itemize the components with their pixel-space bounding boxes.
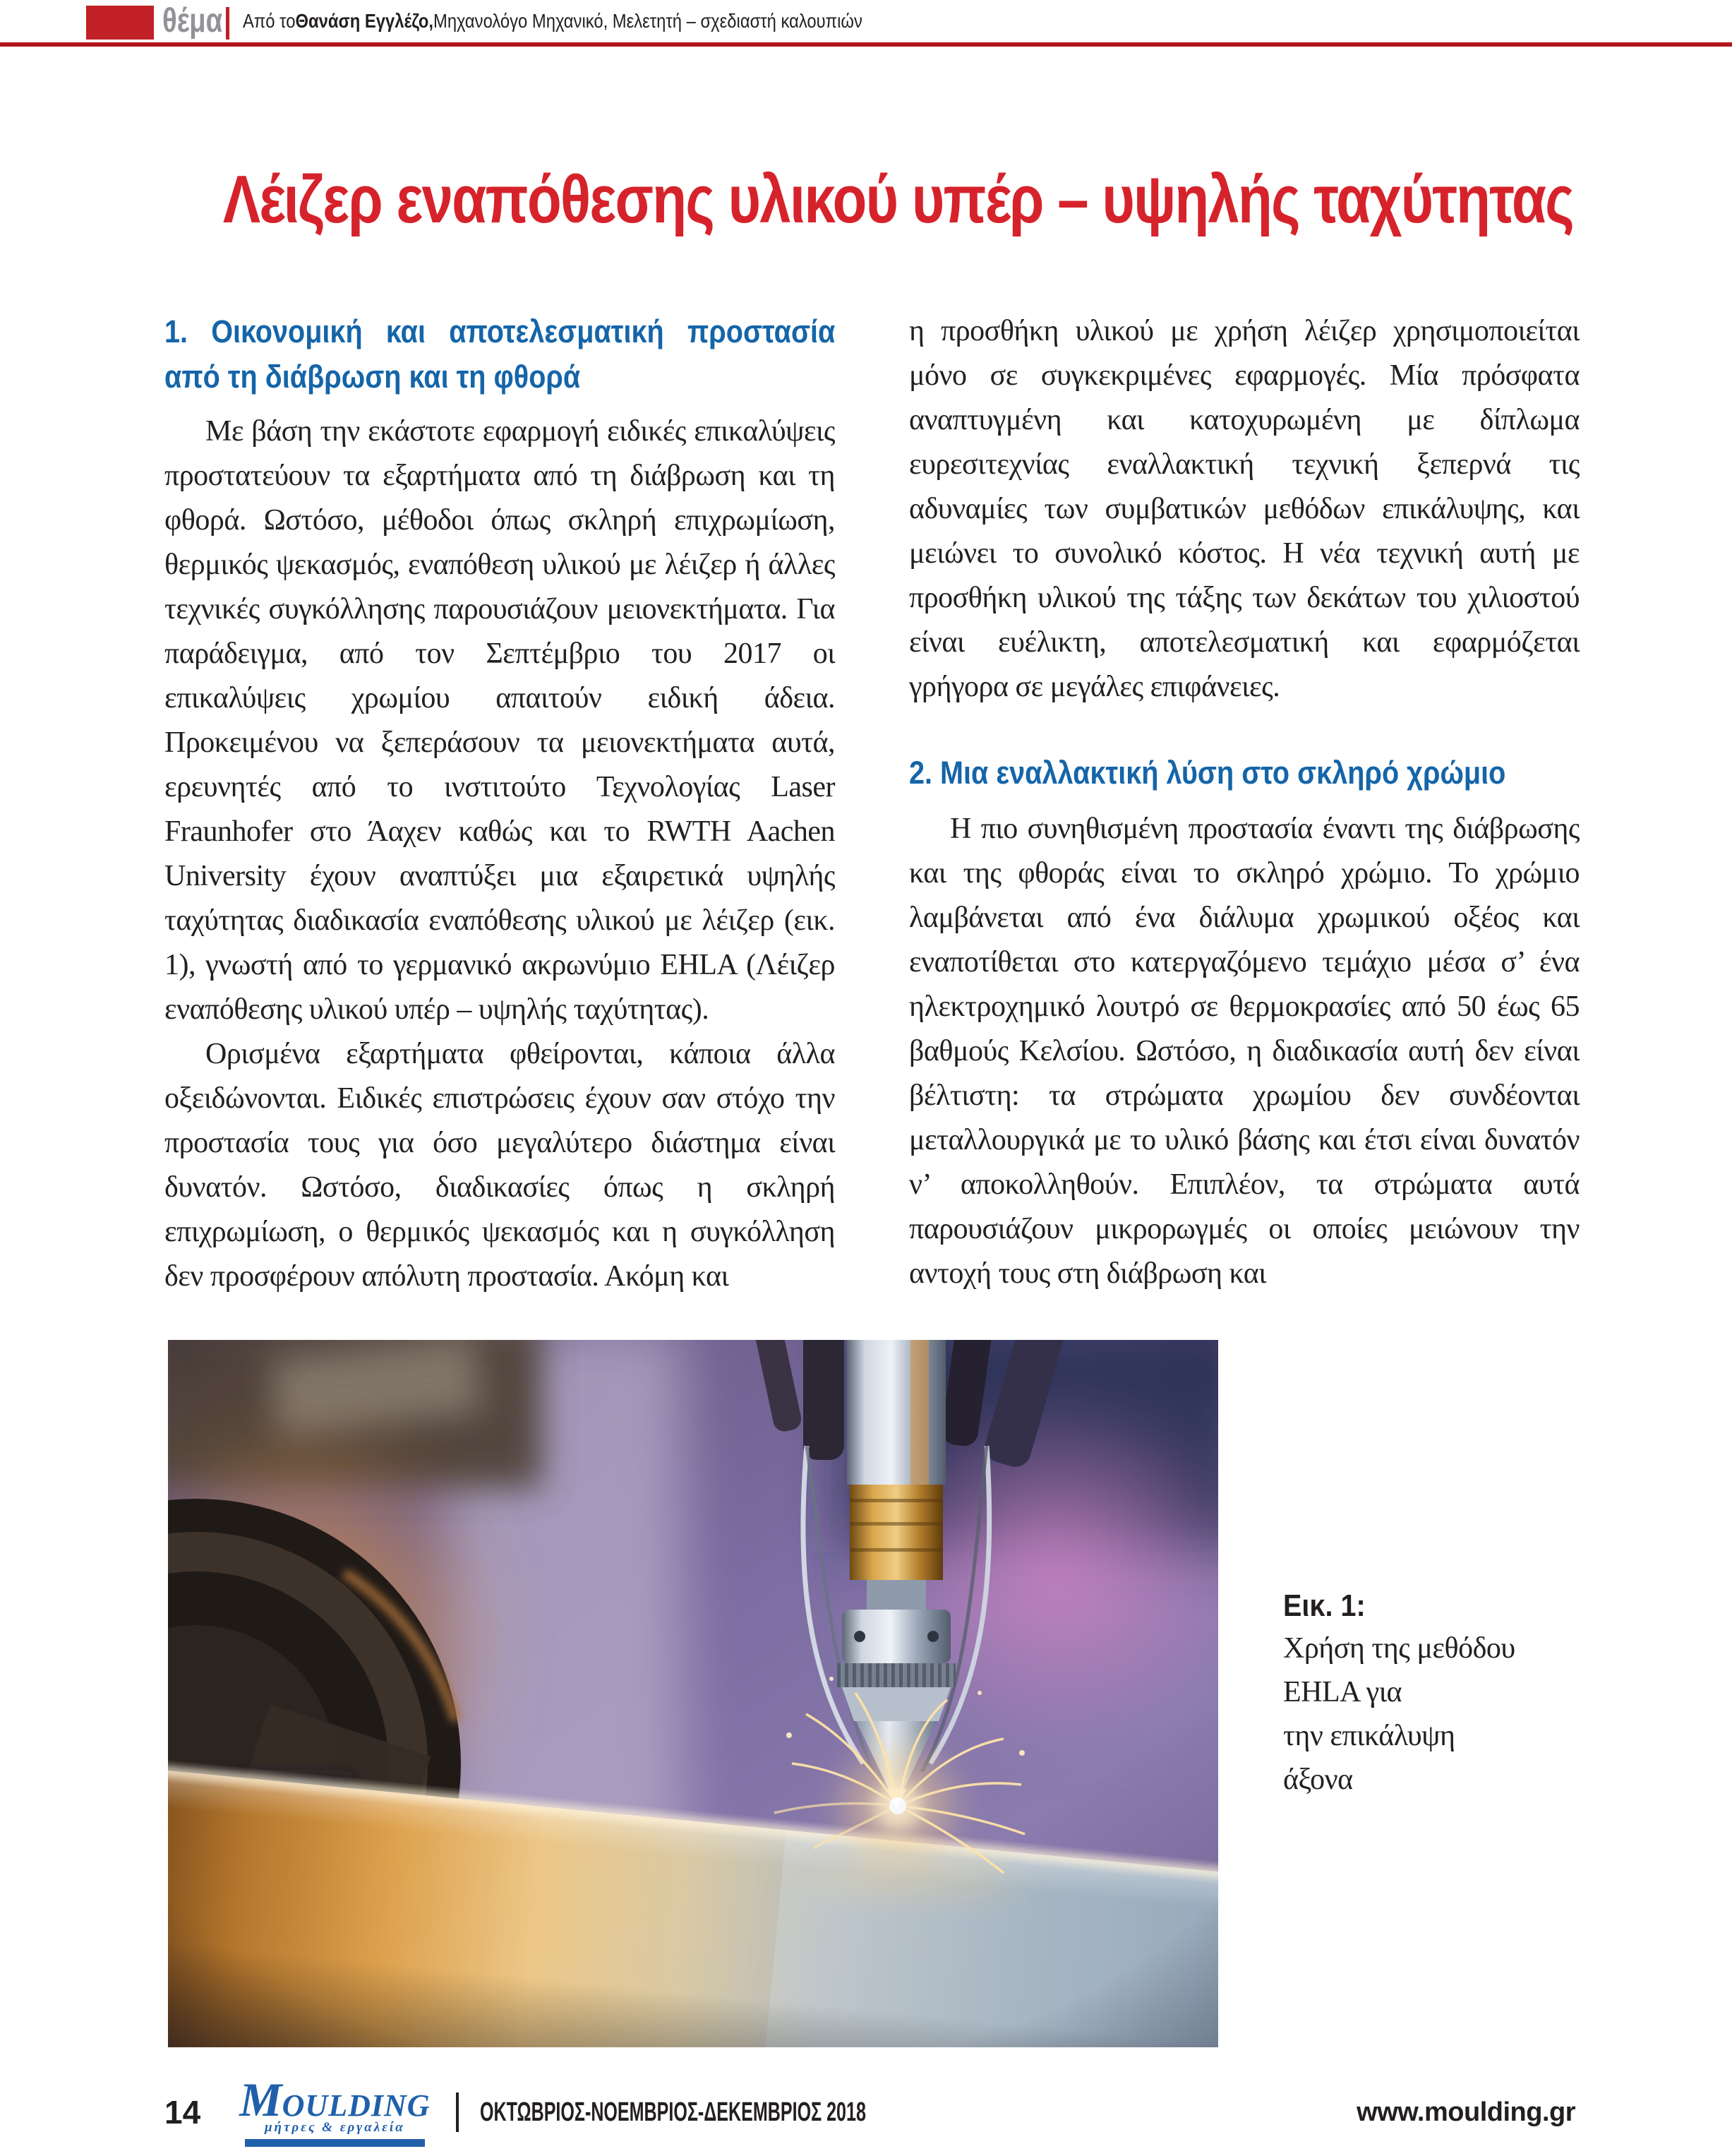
- page-header: [0, 0, 1732, 49]
- theme-red-box: [86, 6, 154, 40]
- figure-caption-line: EHLA για: [1283, 1676, 1402, 1708]
- paragraph: Η πιο συνηθισμένη προστασία έναντι της διάβρωσης και της φθοράς είναι το σκληρό χρώμιο. Το χρώμιο λαμβάνεται από ένα διάλυμα χρωμικού οξέος και εναποτίθεται στο κατεργαζόμενο τεμάχιο μέσα σ’ ένα ηλεκτροχημικό λουτρό σε θερμοκρασίες από 50 έως 65 βαθμούς Κελσίου. Ωστόσο, η διαδικασία αυτή δεν είναι βέλτιστη: τα στρώματα χρωμίου δεν συνδέονται μεταλλουργικά με το υλικό βάσης και έτσι είναι δυνατόν ν’ αποκολληθούν. Επιπλέον, τα στρώματα αυτά παρουσιάζουν μικρορωγμές οι οποίες μειώνουν την αντοχή τους στη διάβρωση και: [909, 813, 1580, 1290]
- figure-photo: [168, 1340, 1218, 2047]
- paragraph: Ορισμένα εξαρτήματα φθείρονται, κάποια άλλα οξειδώνονται. Ειδικές επιστρώσεις έχουν σαν στόχο την προστασία τους για όσο μεγαλύτερο διάστημα είναι δυνατόν. Ωστόσο, διαδικασίες όπως η σκληρή επιχρωμίωση, ο θερμικός ψεκασμός και η συγκόλληση δεν προσφέρουν απόλυτη προστασία. Ακόμη και: [164, 1038, 835, 1293]
- byline-author: Θανάση Εγγλέζο,: [295, 10, 433, 32]
- issue-date: ΟΚΤΩΒΡΙΟΣ-ΝΟΕΜΒΡΙΟΣ-ΔΕΚΕΜΒΡΙΟΣ 2018: [479, 2097, 866, 2127]
- moulding-logo-rest: OULDING: [282, 2088, 431, 2123]
- figure-caption-label: Εικ. 1:: [1283, 1588, 1366, 1623]
- page-footer: [164, 2072, 1575, 2143]
- header-rule: [0, 42, 1732, 47]
- left-column: [164, 309, 835, 1299]
- byline: [243, 0, 862, 42]
- theme-tag: θέμα: [162, 2, 223, 40]
- figure-caption: [1283, 1586, 1622, 1802]
- paragraph: Με βάση την εκάστοτε εφαρμογή ειδικές επικαλύψεις προστατεύουν τα εξαρτήματα από τη διάβρωση και τη φθορά. Ωστόσο, μέθοδοι όπως σκληρή επιχρωμίωση, θερμικός ψεκασμός, εναπόθεση υλικού με λέιζερ ή άλλες τεχνικές συγκόλλησης παρουσιάζουν μειονεκτήματα. Για παράδειγμα, από τον Σεπτέμβριο του 2017 οι επικαλύψεις χρωμίου απαιτούν ειδική άδεια. Προκειμένου να ξεπεράσουν τα μειονεκτήματα αυτά, ερευνητές από το ινστιτούτο Τεχνολογίας Laser Fraunhofer στο Άαχεν καθώς και το RWTH Aachen University έχουν αναπτύξει μια εξαιρετικά υψηλής ταχύτητας διαδικασία εναπόθεσης υλικού με λέιζερ (εικ. 1), γνωστή από το γερμανικό ακρωνύμιο EHLA (Λέιζερ εναπόθεσης υλικού υπέρ – υψηλής ταχύτητας).: [164, 415, 835, 1026]
- paragraph: η προσθήκη υλικού με χρήση λέιζερ χρησιμοποιείται μόνο σε συγκεκριμένες εφαρμογές. Μία πρόσφατα αναπτυγμένη και κατοχυρωμένη με δίπλωμα ευρεσιτεχνίας εναλλακτική τεχνική ξεπερνά τις αδυναμίες των συμβατικών μεθόδων επικάλυψης, και μειώνει το συνολικό κόστος. Η νέα τεχνική αυτή με προσθήκη υλικού της τάξης των δεκάτων του χιλιοστού είναι ευέλικτη, αποτελεσματική και εφαρμόζεται γρήγορα σε μεγάλες επιφάνειες.: [909, 315, 1580, 703]
- right-column: [909, 309, 1580, 1299]
- figure-caption-line: την επικάλυψη: [1283, 1720, 1455, 1752]
- page-number: 14: [164, 2094, 201, 2131]
- moulding-logo-text: [239, 2072, 431, 2126]
- moulding-logo: [239, 2072, 431, 2148]
- article-title: Λέιζερ εναπόθεσης υλικού υπέρ – υψηλής ταχύτητας: [222, 162, 1574, 237]
- byline-prefix: Από το: [243, 10, 296, 32]
- title-wrap: [85, 161, 1647, 239]
- figure-caption-line: άξονα: [1283, 1763, 1353, 1796]
- figure-caption-line: Χρήση της μεθόδου: [1283, 1632, 1515, 1665]
- article-body: [164, 309, 1580, 1299]
- moulding-logo-bar: [245, 2139, 425, 2147]
- moulding-logo-tagline: μήτρες & εργαλεία: [264, 2120, 405, 2136]
- ehla-process-photo: [168, 1340, 1218, 2047]
- section-2-heading: 2. Μια εναλλακτική λύση στο σκληρό χρώμιο: [909, 755, 1506, 791]
- website-url: www.moulding.gr: [1357, 2097, 1575, 2127]
- moulding-logo-initial: M: [239, 2072, 282, 2126]
- footer-divider: [456, 2092, 459, 2132]
- byline-rest: Μηχανολόγο Μηχανικό, Μελετητή – σχεδιαστή καλουπιών: [433, 10, 862, 32]
- section-1-heading: 1. Οικονομική και αποτελεσματική προστασία από τη διάβρωση και τη φθορά: [164, 313, 836, 395]
- header-divider: [226, 7, 229, 40]
